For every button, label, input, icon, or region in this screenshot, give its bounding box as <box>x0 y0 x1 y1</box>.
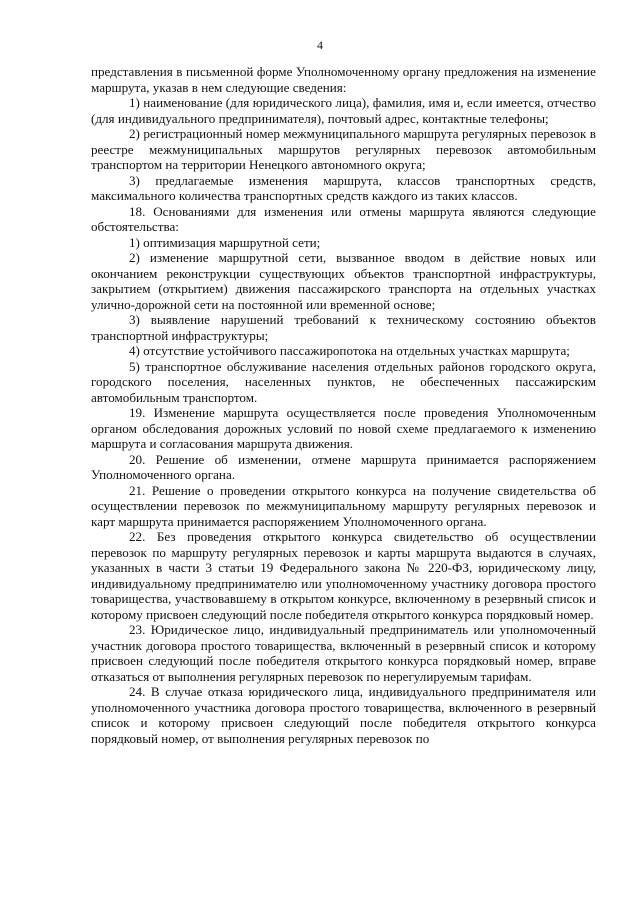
paragraph-18-item-2: 2) изменение маршрутной сети, вызванное вводом в действие новых или окончанием реконструкции существующих объектов транспортной инфраструктуры, закрытием (открытием) движения пассажирского транспорта на отдельных участках улично-дорожной сети на постоянной или временной основе; <box>91 250 596 312</box>
paragraph-22: 22. Без проведения открытого конкурса свидетельство об осуществлении перевозок по маршруту регулярных перевозок и карты маршрута выдаются в случаях, указанных в части 3 статьи 19 Федерального закона № 220-ФЗ, юридическому лицу, индивидуальному предпринимателю или уполномоченному участнику договора простого товарищества, участвовавшему в открытом конкурсе, включенному в резервный список и которому присвоен следующий после победителя открытого конкурса порядковый номер. <box>91 529 596 622</box>
paragraph-18-item-1: 1) оптимизация маршрутной сети; <box>129 234 321 250</box>
paragraph-18-item-5: 5) транспортное обслуживание населения отдельных районов городского округа, городского поселения, населенных пунктов, не обеспеченных пассажирским автомобильным транспортом. <box>91 358 596 405</box>
paragraph-17-item-2: 2) регистрационный номер межмуниципального маршрута регулярных перевозок в реестре межмуниципальных маршрутов регулярных перевозок автомобильным транспортом на территории Ненецкого автономного округа; <box>91 126 596 172</box>
paragraph-21: 21. Решение о проведении открытого конкурса на получение свидетельства об осуществлении перевозок по межмуниципальному маршруту регулярных перевозок и карт маршрута принимается распоряжением Уполномоченного органа. <box>91 482 596 529</box>
paragraph-24: 24. В случае отказа юридического лица, индивидуального предпринимателя или уполномоченного участника договора простого товарищества, включенного в резервный список и которому присвоен следующий после победителя открытого конкурса порядковый номер, от выполнения регулярных перевозок по <box>91 684 596 746</box>
paragraph-17-item-1: 1) наименование (для юридического лица), фамилия, имя и, если имеется, отчество (для индивидуального предпринимателя), почтовый адрес, контактные телефоны; <box>91 95 596 126</box>
page-number: 4 <box>317 38 323 52</box>
paragraph-18: 18. Основаниями для изменения или отмены маршрута являются следующие обстоятельства: <box>91 203 596 234</box>
paragraph-23: 23. Юридическое лицо, индивидуальный предприниматель или уполномоченный участник договора простого товарищества, включенный в резервный список и которому присвоен следующий после победителя открытого конкурса порядковый номер, вправе отказаться от выполнения регулярных перевозок по нерегулируемым тарифам. <box>91 622 596 684</box>
document-body <box>91 64 596 746</box>
paragraph-20: 20. Решение об изменении, отмене маршрута принимается распоряжением Уполномоченного органа. <box>91 451 596 482</box>
paragraph-17-item-3: 3) предлагаемые изменения маршрута, классов транспортных средств, максимального количества транспортных средств каждого из таких классов. <box>91 172 596 203</box>
paragraph-continuation: представления в письменной форме Уполномоченному органу предложения на изменение маршрута, указав в нем следующие сведения: <box>91 64 596 95</box>
paragraph-18-item-4: 4) отсутствие устойчивого пассажиропотока на отдельных участках маршрута; <box>129 343 570 358</box>
paragraph-18-item-3: 3) выявление нарушений требований к техническому состоянию объектов транспортной инфраструктуры; <box>91 312 596 343</box>
paragraph-19: 19. Изменение маршрута осуществляется после проведения Уполномоченным органом обследования дорожных условий по новой схеме предлагаемого к изменению маршрута и согласования маршрута движения. <box>91 405 596 451</box>
